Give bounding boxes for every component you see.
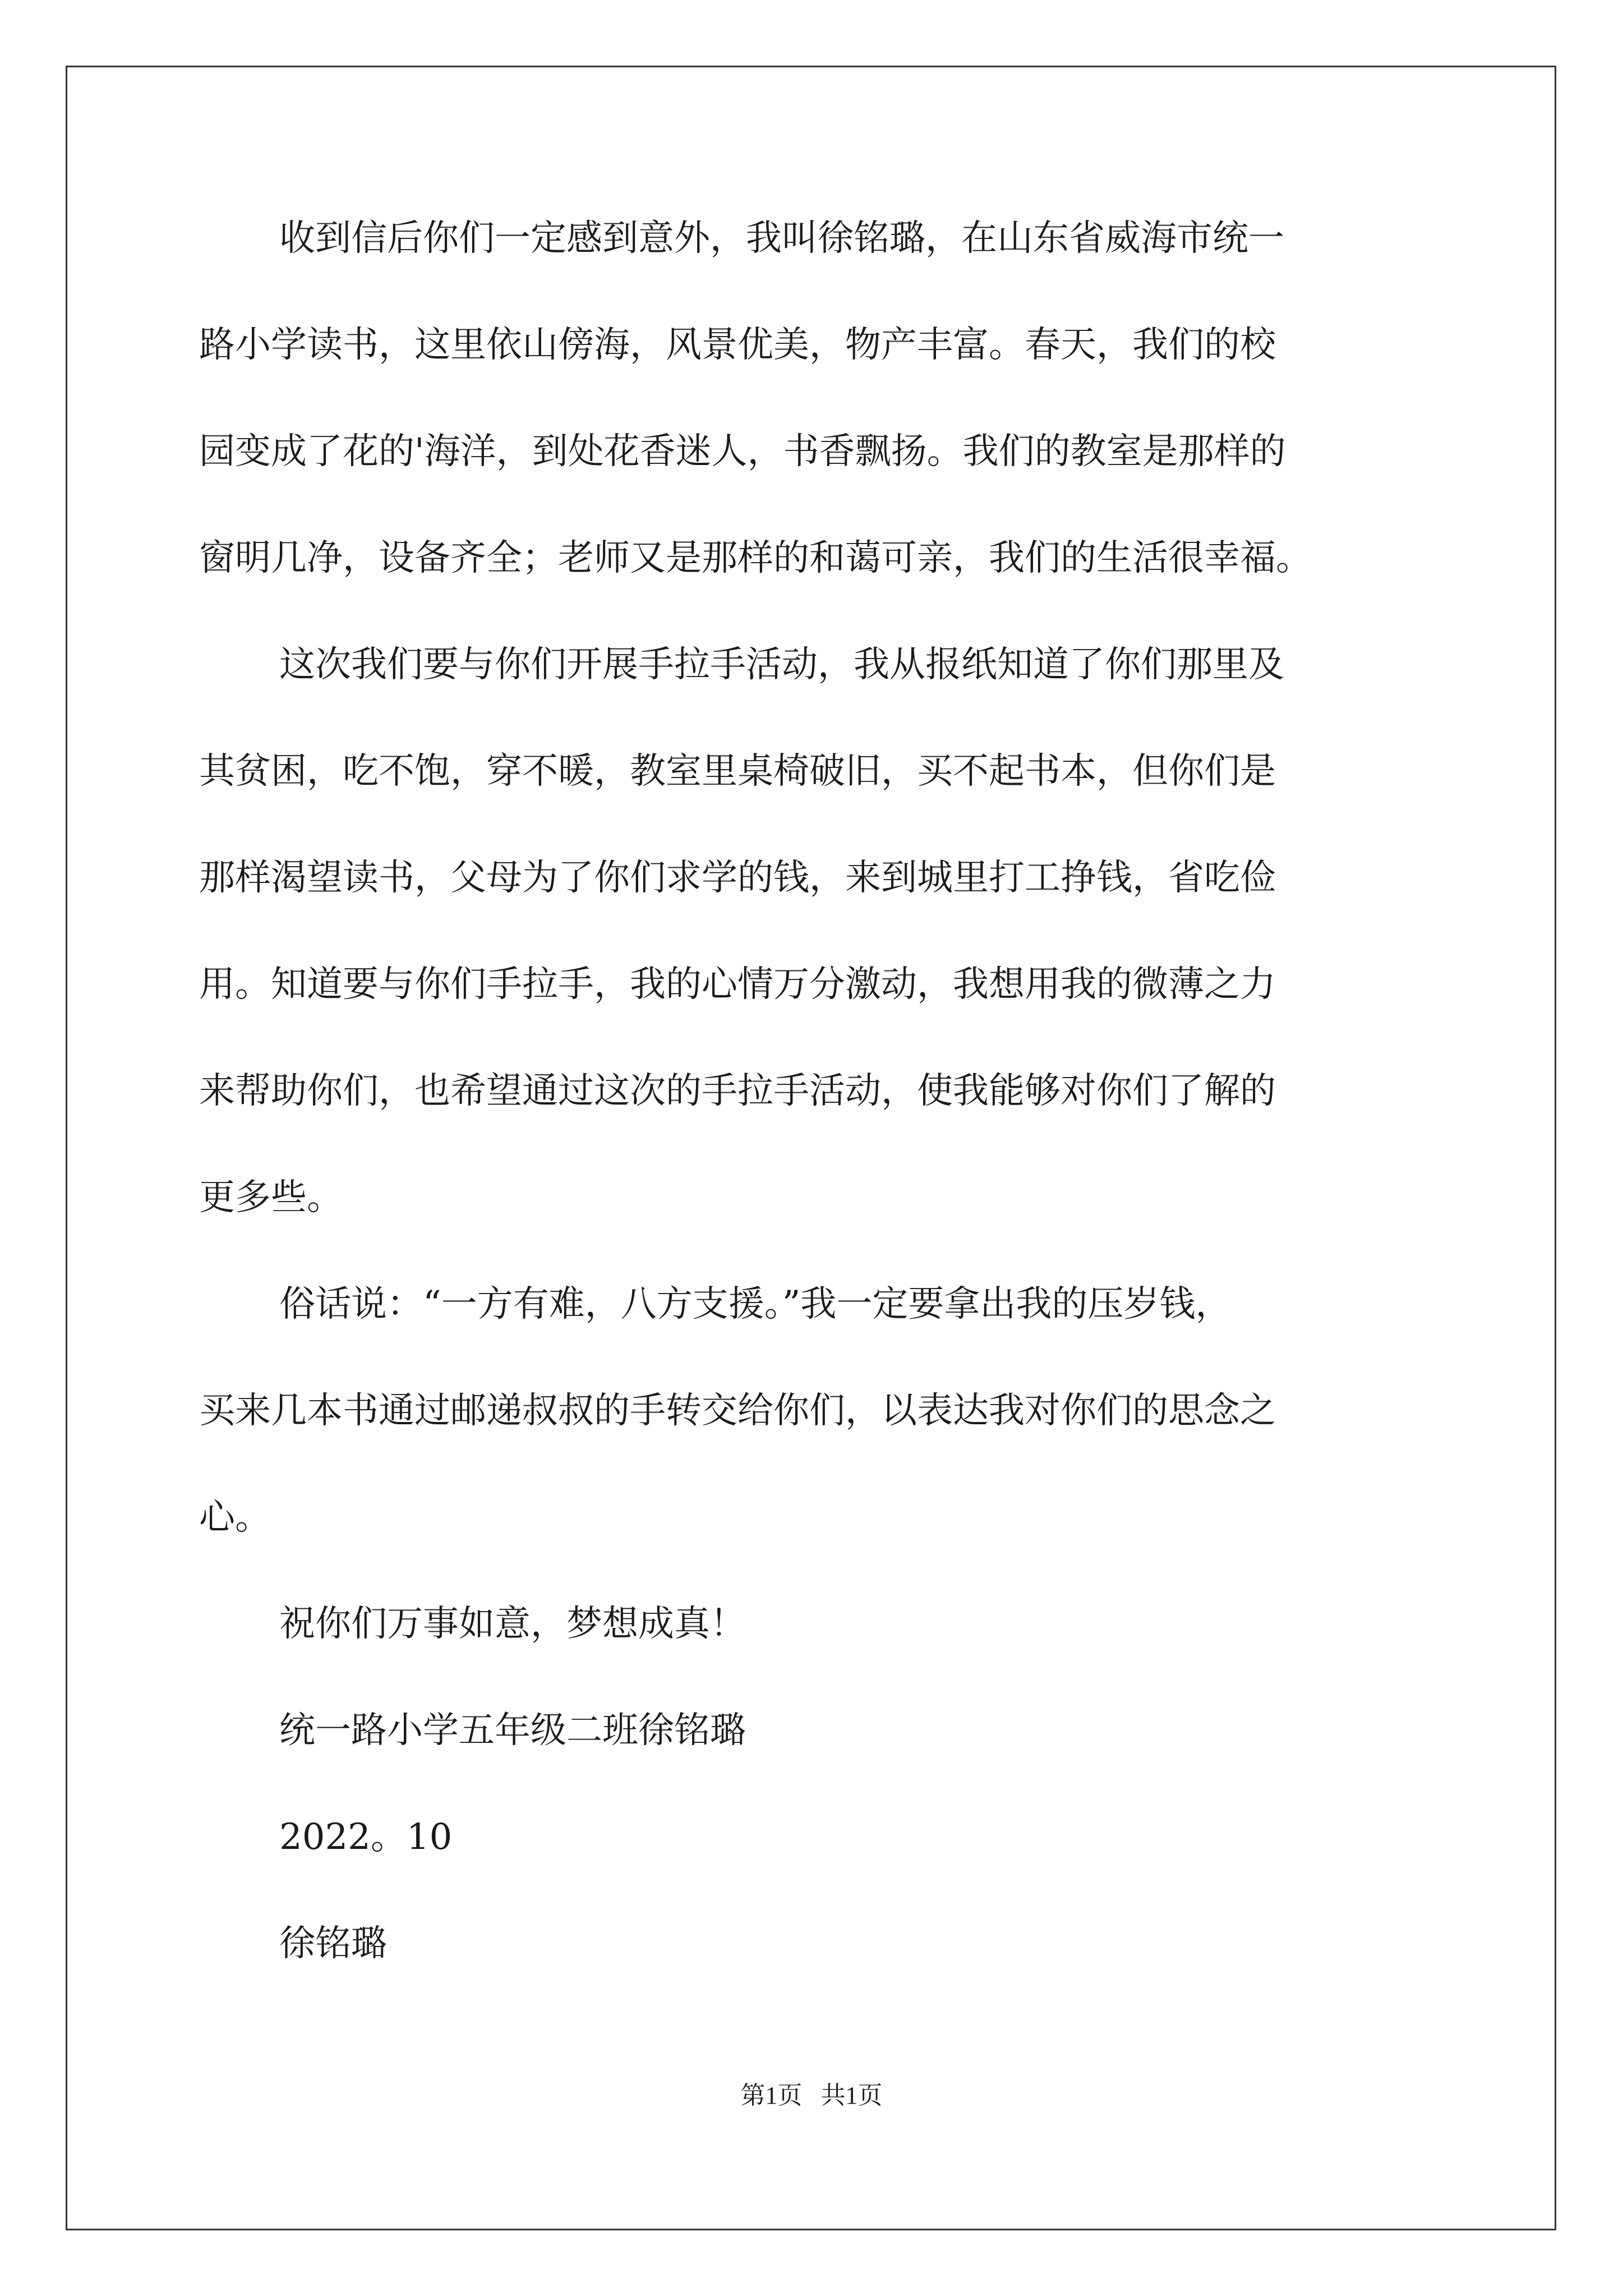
paragraph-1-line-1: 收到信后你们一定感到意外，我叫徐铭璐，在山东省威海市统一 <box>279 218 1284 259</box>
signature-name: 徐铭璐 <box>279 1923 387 1964</box>
closing-wish: 祝你们万事如意，梦想成真！ <box>279 1603 746 1645</box>
signature-date: 2022。10 <box>279 1816 453 1858</box>
paragraph-3-line-3: 心。 <box>199 1497 271 1538</box>
paragraph-2-line-4: 用。知道要与你们手拉手，我的心情万分激动，我想用我的微薄之力 <box>199 964 1276 1005</box>
signature-class: 统一路小学五年级二班徐铭璐 <box>279 1710 746 1751</box>
paragraph-1-line-4: 窗明几净，设备齐全；老师又是那样的和蔼可亲，我们的生活很幸福。 <box>199 537 1312 579</box>
page-footer: 第1页 共1页 <box>740 2082 883 2109</box>
paragraph-2-line-6: 更多些。 <box>199 1177 343 1218</box>
paragraph-1-line-3: 园变成了花的'海洋，到处花香迷人，书香飘扬。我们的教室是那样的 <box>199 431 1286 472</box>
page-border <box>66 66 1556 2230</box>
paragraph-3-line-2: 买来几本书通过邮递叔叔的手转交给你们，以表达我对你们的思念之 <box>199 1390 1276 1432</box>
paragraph-2-line-1: 这次我们要与你们开展手拉手活动，我从报纸知道了你们那里及 <box>279 644 1284 685</box>
paragraph-2-line-3: 那样渴望读书，父母为了你们求学的钱，来到城里打工挣钱，省吃俭 <box>199 857 1276 899</box>
paragraph-3-line-1: 俗话说：“一方有难，八方支援。”我一定要拿出我的压岁钱， <box>279 1283 1232 1325</box>
paragraph-1-line-2: 路小学读书，这里依山傍海，风景优美，物产丰富。春天，我们的校 <box>199 324 1276 366</box>
paragraph-2-line-5: 来帮助你们，也希望通过这次的手拉手活动，使我能够对你们了解的 <box>199 1070 1276 1112</box>
paragraph-2-line-2: 其贫困，吃不饱，穿不暖，教室里桌椅破旧，买不起书本，但你们是 <box>199 751 1276 792</box>
